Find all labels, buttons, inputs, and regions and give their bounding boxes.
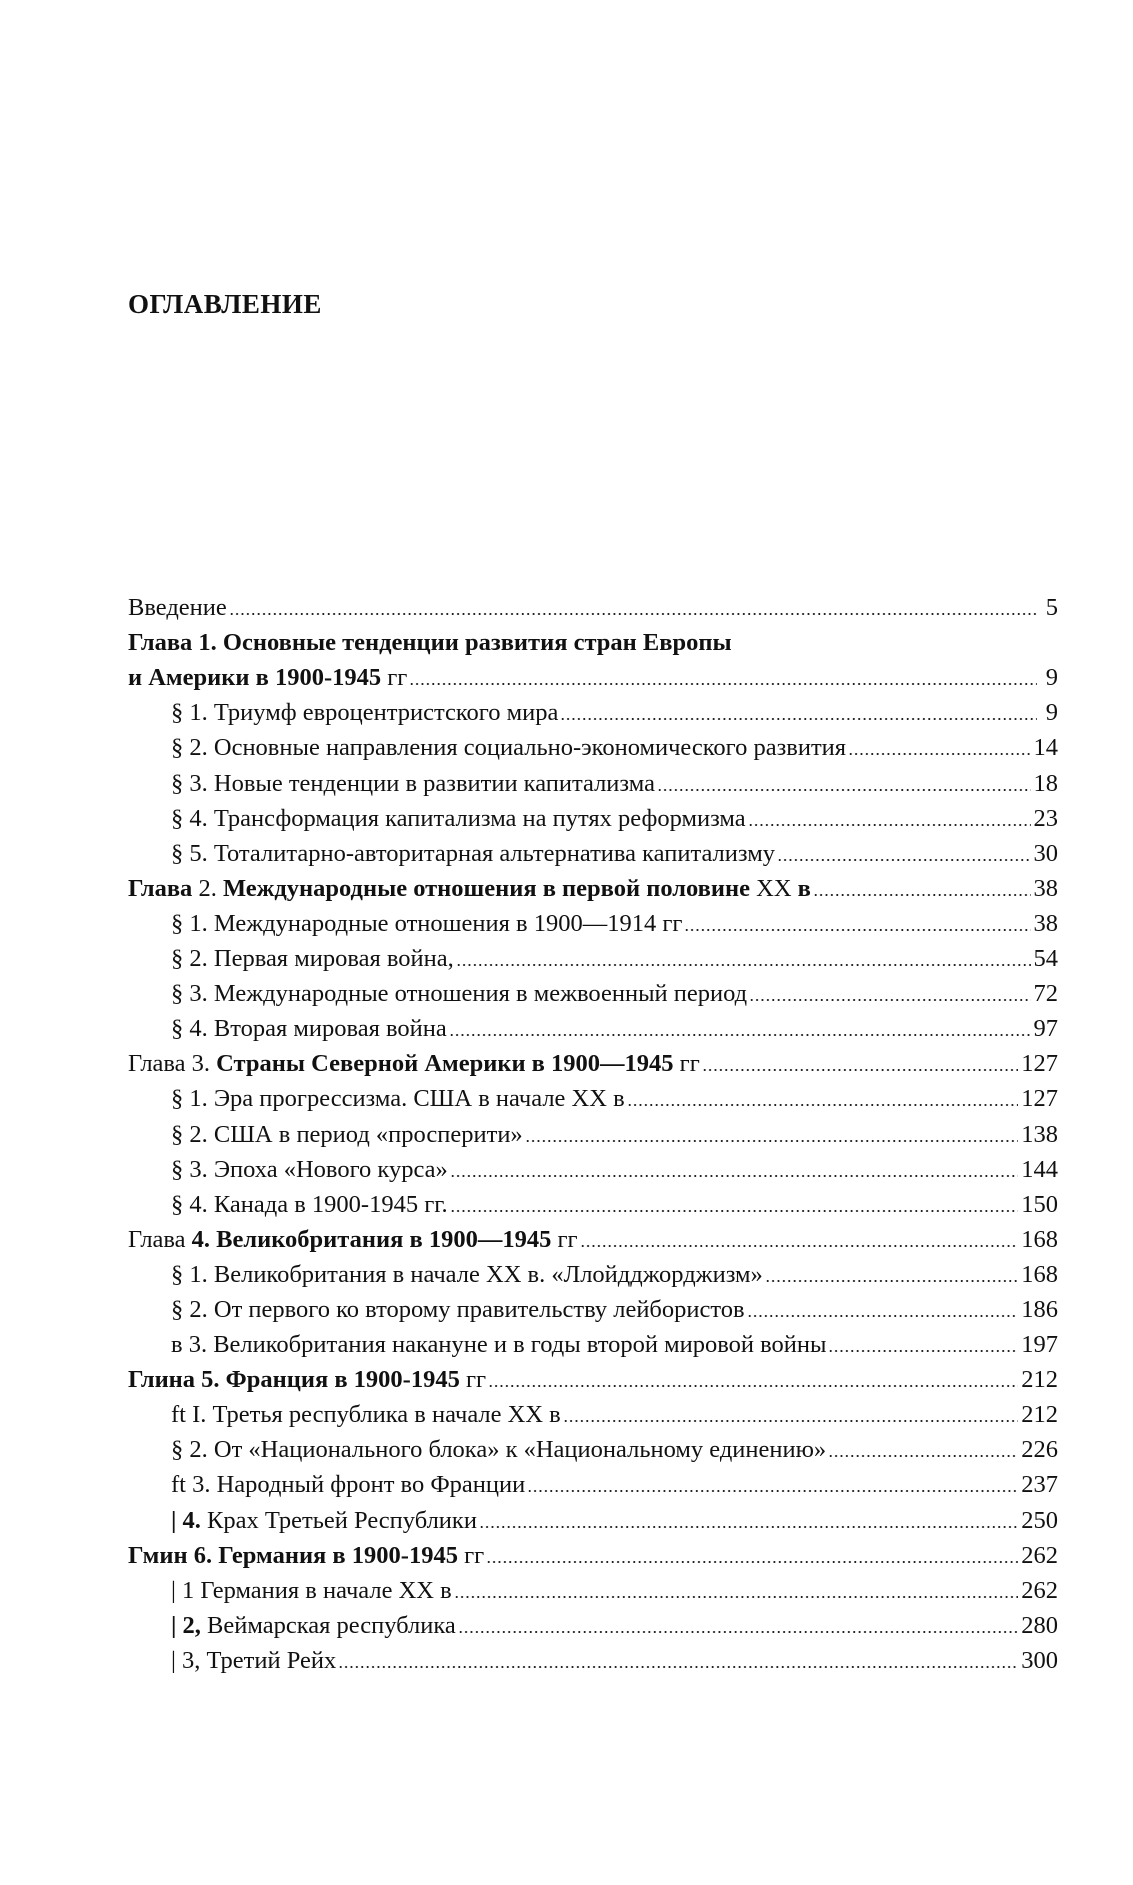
toc-entry-label-part: Глава <box>128 1225 192 1253</box>
toc-chapter-entry[interactable] <box>128 1360 1058 1395</box>
toc-page-number: 23 <box>1033 804 1058 832</box>
toc-entry-label-part: ft I. Третья республика в начале XX в <box>171 1401 561 1429</box>
toc-entry-label-part: § 4. Трансформация капитализма на путях реформизма <box>171 804 746 832</box>
toc-section-entry[interactable] <box>128 1500 1058 1535</box>
toc-entry-label <box>171 769 655 799</box>
toc-dot-leader <box>488 1384 1018 1388</box>
toc-page-number: 5 <box>1045 594 1058 622</box>
toc-entry-label-part: | 1 Германия в начале XX в <box>171 1576 452 1604</box>
toc-dot-leader <box>749 998 1030 1002</box>
toc-entry-label-part: Глава <box>128 874 199 902</box>
toc-page-number: 38 <box>1033 874 1058 902</box>
toc-section-entry[interactable] <box>128 939 1058 974</box>
toc-dot-leader <box>765 1279 1018 1283</box>
toc-entry-label-part: Глина 5. Франция в 1900-1945 <box>128 1366 466 1394</box>
toc-dot-leader <box>229 612 1037 616</box>
toc-dot-leader <box>450 1209 1019 1213</box>
toc-entry-label <box>171 1400 561 1430</box>
toc-dot-leader <box>525 1139 1019 1143</box>
toc-section-entry[interactable] <box>128 1395 1058 1430</box>
toc-page-number: 150 <box>1021 1190 1058 1218</box>
toc-dot-leader <box>813 893 1031 897</box>
toc-entry-label-part: гг <box>387 664 408 692</box>
toc-entry-label-part: Введение <box>128 594 227 622</box>
toc-entry-label <box>171 1330 826 1360</box>
toc-entry-label <box>128 1225 578 1255</box>
toc-entry-label-part: § 2. Основные направления социально-экономического развития <box>171 734 847 762</box>
toc-section-entry[interactable] <box>128 834 1058 869</box>
toc-dot-leader <box>828 1349 1018 1353</box>
toc-entry-label-part: § 4. Вторая мировая война <box>171 1015 447 1043</box>
toc-section-entry[interactable] <box>128 1185 1058 1220</box>
toc-page-number: 9 <box>1045 664 1058 692</box>
toc-dot-leader <box>450 1174 1019 1178</box>
toc-section-entry[interactable] <box>128 1641 1058 1676</box>
toc-section-entry[interactable] <box>128 763 1058 798</box>
toc-page-number: 144 <box>1021 1155 1058 1183</box>
toc-entry-label-part: § 1. Международные отношения в 1900—1914 гг <box>171 909 683 937</box>
toc-page-number: 197 <box>1021 1331 1058 1359</box>
toc-entry-label <box>128 1049 700 1079</box>
toc-entry-label-part: § 5. Тоталитарно-авторитарная альтернатива капитализму <box>171 839 775 867</box>
toc-entry-label-part: § 3. Эпоха «Нового курса» <box>171 1155 448 1183</box>
toc-section-entry[interactable] <box>128 1465 1058 1500</box>
toc-section-entry[interactable] <box>128 1079 1058 1114</box>
toc-section-entry[interactable] <box>128 1009 1058 1044</box>
toc-page-number: 14 <box>1033 734 1058 762</box>
toc-page-number: 300 <box>1021 1646 1058 1674</box>
toc-entry-label <box>171 1014 447 1044</box>
toc-chapter-entry[interactable] <box>128 588 1058 623</box>
toc-section-entry[interactable] <box>128 974 1058 1009</box>
toc-section-entry[interactable] <box>128 728 1058 763</box>
toc-page-number: 280 <box>1021 1611 1058 1639</box>
toc-dot-leader <box>627 1103 1019 1107</box>
toc-entry-label <box>171 733 846 763</box>
toc-entry-label-part: § 2. США в период «просперити» <box>171 1120 523 1148</box>
toc-entry-label-part: Глава 1. Основные тенденции развития стран Европы <box>128 629 732 657</box>
toc-entry-label <box>171 1260 763 1290</box>
toc-page-number: 168 <box>1021 1260 1058 1288</box>
toc-page-number: 226 <box>1021 1436 1058 1464</box>
toc-page-number: 186 <box>1021 1295 1058 1323</box>
toc-entry-label <box>171 1435 826 1465</box>
toc-entry-label-part: § 2. Первая мировая война, <box>171 945 454 973</box>
toc-dot-leader <box>702 1068 1018 1072</box>
toc-entry-label-part: § 2. От первого ко второму правительству лейбористов <box>171 1295 745 1323</box>
toc-entry-label-part: § 3. Международные отношения в межвоенный период <box>171 980 748 1008</box>
toc-section-entry[interactable] <box>128 904 1058 939</box>
toc-page-number: 212 <box>1021 1401 1058 1429</box>
toc-entry-label <box>171 1576 452 1606</box>
toc-chapter-entry[interactable] <box>128 658 1058 693</box>
toc-page-number: 237 <box>1021 1471 1058 1499</box>
toc-page-number: 127 <box>1021 1085 1058 1113</box>
toc-page-number: 262 <box>1021 1541 1058 1569</box>
toc-entry-label <box>171 1470 525 1500</box>
toc-entry-label-part: гг <box>679 1050 700 1078</box>
toc-dot-leader <box>486 1560 1018 1564</box>
toc-entry-label-part: Международные отношения в первой половине <box>222 874 757 902</box>
toc-entry-label <box>128 593 227 623</box>
toc-section-entry[interactable] <box>128 799 1058 834</box>
toc-page-number: 212 <box>1021 1366 1058 1394</box>
toc-page-number: 72 <box>1033 980 1058 1008</box>
toc-section-entry[interactable] <box>128 1150 1058 1185</box>
toc-dot-leader <box>527 1489 1018 1493</box>
toc-section-entry[interactable] <box>128 1290 1058 1325</box>
toc-entry-label <box>171 1120 523 1150</box>
toc-entry-label-part: § 2. От «Национального блока» к «Национальному единению» <box>171 1436 827 1464</box>
toc-page-number: 97 <box>1033 1015 1058 1043</box>
toc-dot-leader <box>456 963 1031 967</box>
toc-entry-label-part: | 2, <box>171 1611 208 1639</box>
toc-chapter-entry[interactable] <box>128 1536 1058 1571</box>
toc-entry-label-part: 2. <box>198 874 223 902</box>
toc-section-entry[interactable] <box>128 1114 1058 1149</box>
toc-dot-leader <box>449 1033 1031 1037</box>
toc-page-number: 30 <box>1033 839 1058 867</box>
toc-entry-label-part: § 3. Новые тенденции в развитии капитализма <box>171 769 655 797</box>
toc-entry-label-part: § 4. Канада в 1900-1945 гг. <box>171 1190 448 1218</box>
toc-section-entry[interactable] <box>128 1606 1058 1641</box>
toc-entry-label <box>171 944 454 974</box>
toc-page-number: 262 <box>1021 1576 1058 1604</box>
toc-section-entry[interactable] <box>128 1430 1058 1465</box>
toc-entry-label <box>171 1611 456 1641</box>
toc-entry-label-part: 4. Великобритания в 1900—1945 <box>191 1225 558 1253</box>
toc-dot-leader <box>454 1595 1019 1599</box>
toc-entry-label <box>171 1646 336 1676</box>
toc-page-number: 127 <box>1021 1050 1058 1078</box>
toc-dot-leader <box>684 928 1030 932</box>
toc-section-entry[interactable] <box>128 693 1058 728</box>
toc-entry-label <box>171 804 746 834</box>
toc-entry-label <box>171 1295 745 1325</box>
toc-entry-label-part: и Америки в 1900-1945 <box>128 664 388 692</box>
toc-entry-label <box>171 698 558 728</box>
toc-dot-leader <box>657 788 1031 792</box>
toc-section-entry[interactable] <box>128 1255 1058 1290</box>
toc-section-entry[interactable] <box>128 1325 1058 1360</box>
toc-dot-leader <box>409 682 1037 686</box>
toc-page-number: 9 <box>1045 699 1058 727</box>
toc-page-number: 38 <box>1033 909 1058 937</box>
toc-dot-leader <box>560 717 1037 721</box>
toc-entry-label-part: § 1. Триумф евроцентристского мира <box>171 699 559 727</box>
toc-entry-label <box>128 1541 484 1571</box>
toc-entry-label <box>171 1155 448 1185</box>
toc-entry-label-part: Гмин 6. Германия в 1900-1945 <box>128 1541 465 1569</box>
toc-page-number: 18 <box>1033 769 1058 797</box>
toc-entry-label-part: Веймарская республика <box>207 1611 456 1639</box>
toc-entry-label-part: Страны Северной Америки в 1900—1945 <box>216 1050 680 1078</box>
toc-dot-leader <box>828 1454 1018 1458</box>
toc-dot-leader <box>747 1314 1019 1318</box>
toc-entry-label-part: гг <box>557 1225 578 1253</box>
toc-page-number: 168 <box>1021 1225 1058 1253</box>
toc-entry-label <box>171 1506 477 1536</box>
toc-dot-leader <box>338 1665 1018 1669</box>
toc-chapter-entry[interactable] <box>128 869 1058 904</box>
toc-entry-label <box>171 979 747 1009</box>
toc-entry-label <box>171 839 775 869</box>
toc-dot-leader <box>479 1525 1018 1529</box>
toc-entry-label-part: | 3, Третий Рейх <box>171 1646 337 1674</box>
toc-entry-label <box>128 1365 486 1395</box>
toc-entry-label-part: Глава 3. <box>128 1050 217 1078</box>
toc-dot-leader <box>458 1630 1019 1634</box>
toc-entry-label-part: | 4. <box>171 1506 208 1534</box>
toc-dot-leader <box>748 823 1031 827</box>
toc-entry-label-part: в 3. Великобритания накануне и в годы второй мировой войны <box>171 1331 827 1359</box>
toc-chapter-entry[interactable] <box>128 1220 1058 1255</box>
toc-dot-leader <box>777 858 1031 862</box>
toc-entry-label-part: ft 3. Народный фронт во Франции <box>171 1471 526 1499</box>
toc-entry-label <box>171 1190 448 1220</box>
toc-page-number: 138 <box>1021 1120 1058 1148</box>
toc-page-number: 250 <box>1021 1506 1058 1534</box>
toc-chapter-entry[interactable] <box>128 1044 1058 1079</box>
page-title: ОГЛАВЛЕНИЕ <box>128 289 322 319</box>
toc-dot-leader <box>848 752 1030 756</box>
toc-entry-label <box>128 628 732 658</box>
toc-entry-label <box>171 1084 625 1114</box>
toc-entry-label-part: § 1. Эра прогрессизма. США в начале XX в <box>171 1085 625 1113</box>
toc-entry-label-part: гг <box>465 1366 487 1394</box>
toc-dot-leader <box>563 1419 1019 1423</box>
toc-entry-label <box>128 874 811 904</box>
toc-entry-label-part: XX <box>756 874 798 902</box>
toc-entry-label <box>128 663 407 693</box>
toc-entry-label-part: Крах Третьей Республики <box>207 1506 477 1534</box>
toc-entry-label-part: гг <box>464 1541 485 1569</box>
toc-dot-leader <box>580 1244 1019 1248</box>
toc-entry-label-part: § 1. Великобритания в начале XX в. «Ллойдджорджизм» <box>171 1260 763 1288</box>
toc-page-number: 54 <box>1033 945 1058 973</box>
toc-section-entry[interactable] <box>128 1571 1058 1606</box>
table-of-contents <box>128 588 1058 1676</box>
toc-entry-label-part: в <box>797 874 811 902</box>
toc-chapter-entry[interactable] <box>128 623 1058 658</box>
toc-entry-label <box>171 909 682 939</box>
